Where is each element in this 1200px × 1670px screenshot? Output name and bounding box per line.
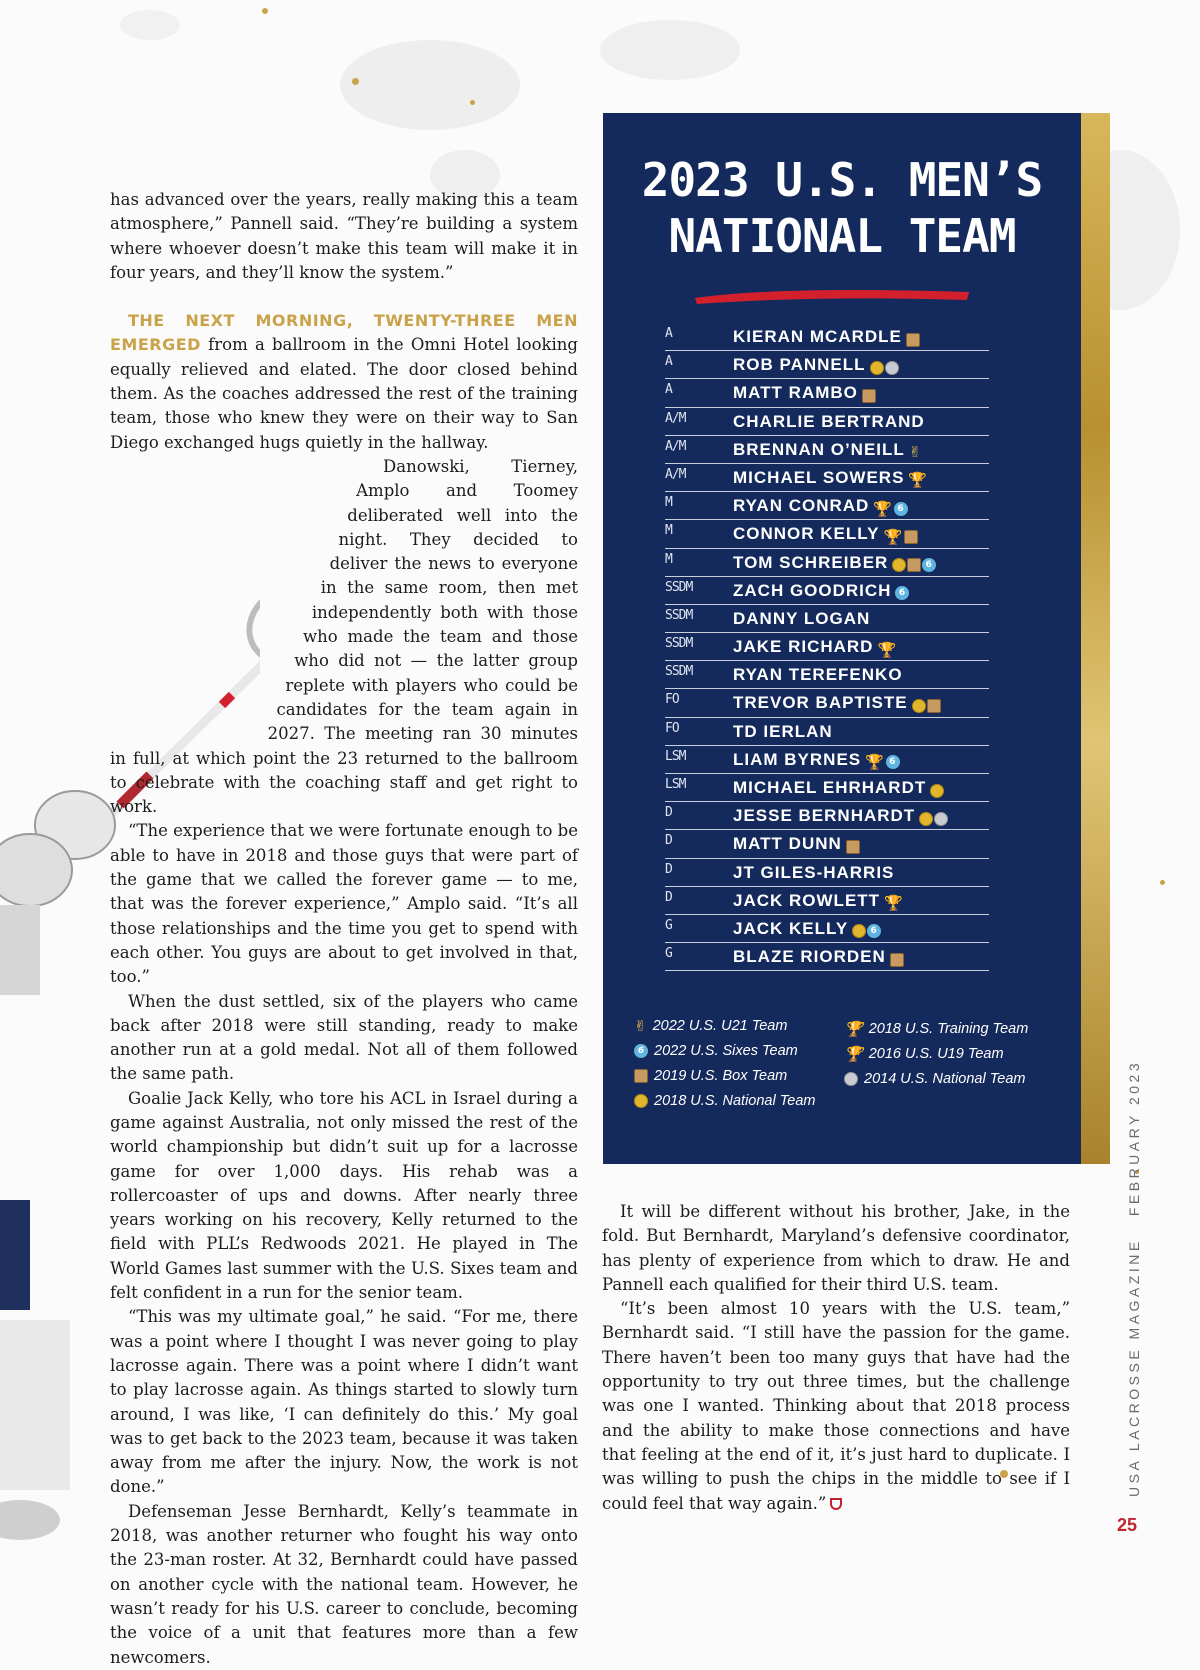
player-name: TD IERLAN: [733, 721, 833, 741]
box-icon: [862, 389, 876, 403]
sixes-badge-icon: 6: [867, 924, 881, 938]
sidebar-title: 2023 U.S. MEN’S NATIONAL TEAM: [641, 153, 1043, 263]
player-position: FO: [665, 692, 679, 708]
roster-row: [665, 492, 989, 520]
player-name-cell: [733, 919, 881, 941]
roster-row: [665, 802, 989, 830]
player-name: MATT RAMBO: [733, 383, 858, 403]
player-name-cell: [733, 750, 900, 772]
article-paragraph: has advanced over the years, really making this a team atmosphere,” Pannell said. “They’re building a system where whoever doesn’t make this team will make it in four years, and they’ll know the system.”: [110, 190, 578, 282]
player-name: CONNOR KELLY: [733, 524, 880, 544]
player-name-cell: [733, 468, 928, 490]
legend-item: [844, 1046, 1004, 1062]
roster-row: [665, 323, 989, 351]
player-position: A/M: [665, 438, 686, 454]
trophy-icon: 🏆: [844, 1045, 863, 1064]
player-position: M: [665, 551, 672, 567]
sixes-badge-icon: 6: [634, 1044, 648, 1058]
player-position: M: [665, 495, 672, 511]
silver-medal-icon: [934, 812, 948, 826]
roster-row: [665, 605, 989, 633]
player-name-cell: [733, 524, 918, 546]
legend-label: 2018 U.S. Training Team: [868, 1021, 1029, 1037]
player-name-cell: [733, 806, 948, 828]
player-position: SSDM: [665, 664, 693, 680]
gold-medal-icon: [852, 924, 866, 938]
player-badges: [905, 329, 920, 349]
player-name: LIAM BYRNES: [733, 749, 862, 769]
player-badges: [861, 385, 876, 405]
red-brush-stroke: [693, 284, 973, 308]
player-name: JACK KELLY: [733, 918, 849, 938]
player-name: JACK ROWLETT: [733, 890, 881, 910]
gold-foil-stripe: [1081, 113, 1110, 1164]
player-name: DANNY LOGAN: [733, 608, 871, 628]
player-name: MATT DUNN: [733, 834, 842, 854]
player-name-cell: [733, 581, 909, 603]
roster-row: [665, 436, 989, 464]
player-badges: [908, 442, 923, 462]
player-badges: [876, 639, 897, 659]
box-icon: [634, 1069, 648, 1083]
legend-item: [634, 1018, 787, 1034]
roster-row: [665, 661, 989, 689]
player-name: RYAN CONRAD: [733, 496, 870, 516]
roster-row: [665, 464, 989, 492]
player-position: D: [665, 861, 672, 877]
player-badges: [891, 555, 936, 575]
player-position: G: [665, 917, 672, 933]
roster-row: [665, 577, 989, 605]
legend-item: [844, 1021, 1028, 1037]
sixes-badge-icon: 6: [922, 558, 936, 572]
player-name-cell: [733, 863, 897, 883]
issue-date: FEBRUARY 2023: [1126, 1059, 1142, 1217]
roster-row: [665, 887, 989, 915]
player-name-cell: [733, 891, 904, 913]
training-trophy-icon: 🏆: [865, 753, 885, 772]
legend-item: [634, 1068, 787, 1084]
player-position: D: [665, 889, 672, 905]
gold-medal-icon: [930, 784, 944, 798]
roster-row: [665, 746, 989, 774]
player-name-cell: [733, 834, 860, 856]
player-position: G: [665, 946, 672, 962]
player-name: MICHAEL EHRHARDT: [733, 778, 927, 797]
roster-row: [665, 774, 989, 802]
player-name-cell: [733, 722, 836, 742]
player-position: A: [665, 382, 672, 398]
gold-medal-icon: [912, 699, 926, 713]
player-name-cell: [733, 440, 922, 462]
article-paragraph: Danowski, Tierney, Amplo and Toomey deliberated well into the night. They decided to deliver the news to everyone in the same room, then met independently both with those who made the team and those who did not — the latter group replete with players who could be candidates for the team again in 2027. The meeting ran 30 minutes in full, at which point the 23 returned to the ballroom to celebrate with the coaching staff and get right to work.: [110, 456, 578, 817]
sixes-badge-icon: 6: [894, 502, 908, 516]
article-paragraph: Defenseman Jesse Bernhardt, Kelly’s teammate in 2018, was another returner who fought his way onto the 23-man roster. At 32, Bernhardt could have passed on another cycle with the national team. However, he wasn’t ready for his U.S. career to conclude, becoming the voice of a unit that features more than a few newcomers.: [110, 1501, 578, 1667]
right-article-column: [602, 1200, 1070, 1516]
player-badges: [864, 752, 900, 772]
legend-item: [844, 1071, 1025, 1087]
legend-label: 2016 U.S. U19 Team: [868, 1046, 1004, 1062]
player-badges: [872, 498, 908, 518]
player-name: MICHAEL SOWERS: [733, 467, 905, 487]
training-trophy-icon: 🏆: [844, 1020, 863, 1039]
magazine-name: USA LACROSSE MAGAZINE: [1126, 1238, 1142, 1497]
player-name-cell: [733, 609, 873, 629]
legend-item: [634, 1043, 798, 1059]
page-number: 25: [1117, 1515, 1138, 1535]
victory-hand-icon: ✌: [634, 1017, 647, 1036]
player-badges: [894, 583, 909, 603]
box-icon: [907, 558, 921, 572]
player-name-cell: [733, 355, 899, 377]
gold-medal-icon: [919, 812, 933, 826]
player-position: SSDM: [665, 636, 693, 652]
player-position: LSM: [665, 777, 686, 792]
roster-row: [665, 351, 989, 379]
player-position: A/M: [665, 410, 686, 426]
trophy-icon: 🏆: [908, 471, 929, 490]
player-name-cell: [733, 665, 906, 685]
sixes-badge-icon: 6: [895, 586, 909, 600]
player-name: ZACH GOODRICH: [733, 580, 892, 600]
player-position: SSDM: [665, 579, 693, 595]
roster-row: [665, 718, 989, 746]
player-position: A: [665, 354, 672, 370]
roster-row: [665, 549, 989, 577]
roster-row: [665, 915, 989, 943]
player-badges: [882, 526, 918, 546]
player-name-cell: [733, 778, 944, 800]
player-position: D: [665, 833, 672, 849]
player-position: FO: [665, 720, 679, 736]
player-position: SSDM: [665, 607, 693, 623]
player-name: CHARLIE BERTRAND: [733, 411, 925, 431]
player-name: ROB PANNELL: [733, 355, 866, 375]
roster-row: [665, 408, 989, 436]
training-trophy-icon: 🏆: [877, 640, 898, 659]
player-badges: [889, 949, 904, 969]
roster-row: [665, 379, 989, 407]
player-name-cell: [733, 383, 876, 405]
article-paragraph: When the dust settled, six of the players who came back after 2018 were still standing, ready to make another run at a gold medal. Not all of them followed the same path.: [110, 991, 578, 1084]
player-name: TOM SCHREIBER: [733, 552, 889, 572]
player-badges: [869, 357, 899, 377]
player-name: BRENNAN O’NEILL: [733, 439, 905, 459]
player-badges: [918, 808, 948, 828]
player-name: TREVOR BAPTISTE: [733, 693, 908, 713]
sixes-badge-icon: 6: [886, 755, 900, 769]
trophy-icon: 🏆: [873, 499, 893, 518]
roster-row: [665, 859, 989, 887]
player-name-cell: [733, 637, 897, 659]
roster-row: [665, 689, 989, 717]
silver-medal-icon: [844, 1072, 858, 1086]
player-name: JAKE RICHARD: [733, 637, 874, 657]
roster-row: [665, 520, 989, 548]
player-position: D: [665, 805, 672, 821]
end-mark-icon: [830, 1498, 842, 1510]
gold-medal-icon: [634, 1094, 648, 1108]
box-icon: [846, 840, 860, 854]
box-icon: [906, 333, 920, 347]
legend-label: 2019 U.S. Box Team: [654, 1068, 788, 1084]
player-badges: [907, 470, 928, 490]
player-name: JT GILES-HARRIS: [733, 862, 895, 882]
article-paragraph: “The experience that we were fortunate enough to be able to have in 2018 and those guys that were part of the game that we called the forever game — to me, that was the forever experience,” Amplo said. “It’s all those relationships and the time you get to spend with each other. You guys are about to get involved in that, too.”: [110, 821, 578, 987]
player-position: A: [665, 326, 672, 341]
player-position: LSM: [665, 748, 686, 764]
roster-row: [665, 633, 989, 661]
legend-label: 2018 U.S. National Team: [654, 1093, 816, 1109]
player-name-cell: [733, 553, 936, 575]
player-position: M: [665, 523, 672, 539]
legend-label: 2014 U.S. National Team: [864, 1071, 1026, 1087]
roster-list: [665, 323, 989, 971]
magazine-folio: [1126, 1059, 1152, 1497]
article-paragraph: THE NEXT MORNING, TWENTY-THREE MEN EMERGED from a ballroom in the Omni Hotel looking equally relieved and elated. The door closed behind them. As the coaches addressed the rest of the training team, those who knew they were on their way to San Diego exchanged hugs quietly in the hallway.: [110, 311, 578, 452]
player-badges: [883, 893, 904, 913]
legend-label: 2022 U.S. U21 Team: [652, 1018, 788, 1034]
training-trophy-icon: 🏆: [883, 527, 904, 546]
silver-medal-icon: [885, 361, 899, 375]
player-name-cell: [733, 947, 904, 969]
gold-medal-icon: [892, 558, 906, 572]
player-badges: [845, 836, 860, 856]
player-badges: [929, 780, 944, 800]
box-icon: [927, 699, 941, 713]
roster-row: [665, 943, 989, 971]
player-badges: [911, 695, 941, 715]
box-icon: [904, 530, 918, 544]
article-paragraph: “It’s been almost 10 years with the U.S. team,” Bernhardt said. “I still have the passion for the game. There haven’t been too many guys that have had the opportunity to try out three times, but the challenge was one I wanted. Thinking about that 2018 process and the ability to make those connections and have that feeling at the end of it, it’s just hard to duplicate. I was willing to push the chips in the middle to see if I could feel that way again.”: [602, 1299, 1070, 1513]
legend-label: 2022 U.S. Sixes Team: [654, 1043, 798, 1059]
article-paragraph: It will be different without his brother, Jake, in the fold. But Bernhardt, Maryland’s defensive coordinator, has plenty of experience from which to draw. He and Pannell each qualified for their third U.S. team.: [602, 1202, 1070, 1294]
player-name: JESSE BERNHARDT: [733, 806, 916, 826]
player-name: RYAN TEREFENKO: [733, 665, 903, 685]
victory-hand-icon: ✌: [908, 443, 923, 462]
player-name-cell: [733, 693, 941, 715]
player-position: A/M: [665, 466, 686, 482]
player-name-cell: [733, 412, 928, 432]
roster-row: [665, 830, 989, 858]
trophy-icon: 🏆: [884, 894, 904, 913]
section-lead-in: THE NEXT MORNING, TWENTY-THREE MEN EMERGED: [110, 311, 578, 355]
gold-medal-icon: [870, 361, 884, 375]
player-name-cell: [733, 496, 908, 518]
legend-item: [634, 1093, 815, 1109]
article-paragraph: “This was my ultimate goal,” he said. “For me, there was a point where I thought I was never going to play lacrosse again. There was a point where I didn’t want to play lacrosse again. As things started to slowly turn around, I was like, ‘I can definitely do this.’ My goal was to get back to the 2023 team, because it was taken away from me after the injury. Now, the work is not done.”: [110, 1307, 578, 1497]
left-article-column: [110, 188, 578, 1670]
box-icon: [890, 953, 904, 967]
player-name: BLAZE RIORDEN: [733, 947, 886, 967]
player-name: KIERAN MCARDLE: [733, 327, 902, 346]
player-badges: [851, 921, 881, 941]
article-paragraph: Goalie Jack Kelly, who tore his ACL in Israel during a game against Australia, not only missed the rest of the world championship but didn’t suit up for a lacrosse game for over 1,000 days. His rehab was a rollercoaster of ups and downs. After nearly three years working on his recovery, Kelly returned to the field with PLL’s Redwoods 2021. He played in The World Games last summer with the U.S. Sixes team and felt confident in a run for the senior team.: [110, 1088, 578, 1303]
player-name-cell: [733, 327, 920, 349]
